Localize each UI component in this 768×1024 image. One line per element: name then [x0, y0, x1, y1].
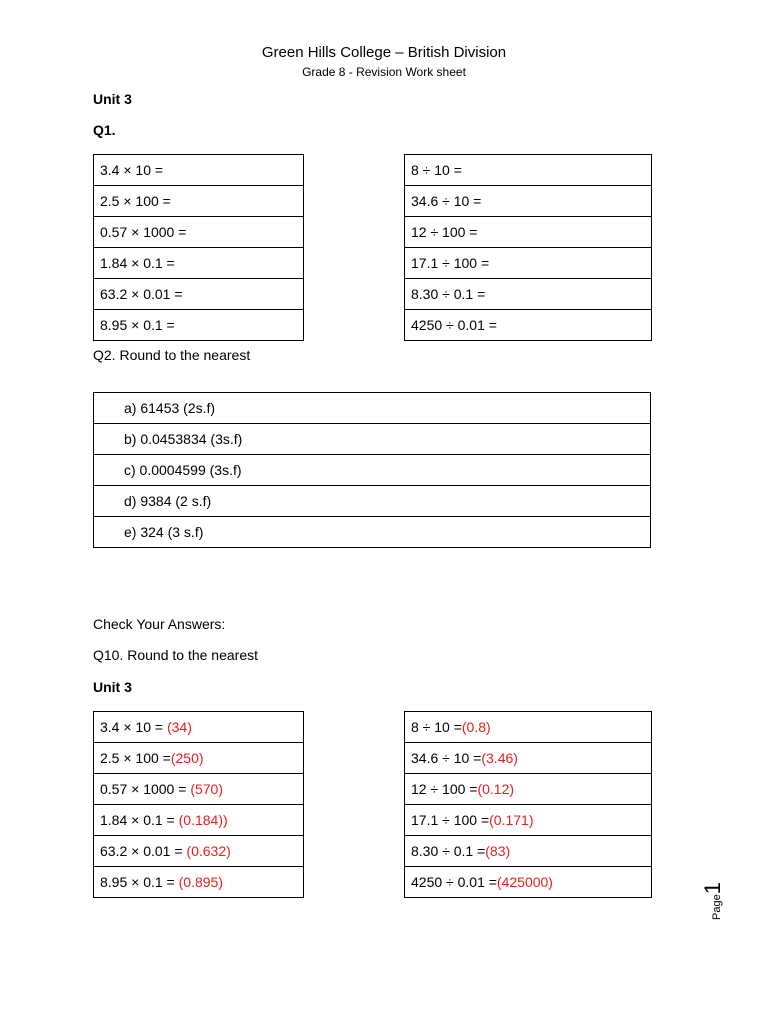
table-row	[405, 217, 652, 248]
table-cell: d) 9384 (2 s.f)	[94, 486, 651, 517]
document-subtitle: Grade 8 - Revision Work sheet	[302, 65, 466, 79]
answer-text: (250)	[170, 750, 204, 766]
table-cell: 1.84 × 0.1 =	[94, 248, 304, 279]
check-answers-heading: Check Your Answers:	[93, 616, 226, 632]
q10-heading: Q10. Round to the nearest	[93, 647, 258, 663]
table-cell	[405, 743, 652, 774]
question-text: 4250 ÷ 0.01 =	[411, 874, 497, 890]
question-text: 63.2 × 0.01 =	[100, 843, 187, 859]
table-cell	[94, 867, 304, 898]
answers-multiply-table	[93, 711, 304, 898]
table-cell	[405, 805, 652, 836]
table-row	[94, 310, 304, 341]
table-cell	[94, 743, 304, 774]
table-cell	[94, 712, 304, 743]
answer-text: (3.46)	[481, 750, 518, 766]
answer-text: (570)	[190, 781, 223, 797]
table-cell: 3.4 × 10 =	[94, 155, 304, 186]
answer-text: (0.12)	[477, 781, 515, 797]
table-cell: 0.57 × 1000 =	[94, 217, 304, 248]
table-cell: 8 ÷ 10 =	[405, 155, 652, 186]
table-row	[94, 867, 304, 898]
answer-text: (0.8)	[461, 719, 491, 735]
table-row	[94, 248, 304, 279]
question-text: 0.57 × 1000 =	[100, 781, 191, 797]
question-text: 12 ÷ 100 =	[411, 781, 478, 797]
question-text: 2.5 × 100 =	[100, 750, 171, 766]
table-cell: 8.30 ÷ 0.1 =	[405, 279, 652, 310]
q2-heading: Q2. Round to the nearest	[93, 347, 251, 363]
document-title: Green Hills College – British Division	[261, 44, 507, 61]
table-row	[94, 486, 651, 517]
table-cell: 2.5 × 100 =	[94, 186, 304, 217]
q1-heading: Q1.	[93, 122, 116, 138]
table-cell: 4250 ÷ 0.01 =	[405, 310, 652, 341]
table-row	[405, 310, 652, 341]
table-row	[405, 836, 652, 867]
table-cell	[405, 712, 652, 743]
table-row	[94, 743, 304, 774]
table-row	[405, 186, 652, 217]
answer-text: (425000)	[496, 874, 553, 890]
table-row	[405, 805, 652, 836]
table-row	[405, 248, 652, 279]
table-row	[405, 712, 652, 743]
table-row	[405, 279, 652, 310]
table-row	[94, 217, 304, 248]
table-cell: 12 ÷ 100 =	[405, 217, 652, 248]
table-row	[94, 424, 651, 455]
table-row	[94, 279, 304, 310]
answer-text: (0.632)	[186, 843, 231, 859]
table-row	[405, 867, 652, 898]
q2-rounding-table	[93, 392, 651, 548]
table-row	[94, 155, 304, 186]
table-cell	[94, 805, 304, 836]
table-cell	[405, 836, 652, 867]
question-text: 3.4 × 10 =	[100, 719, 167, 735]
table-cell: 63.2 × 0.01 =	[94, 279, 304, 310]
table-row	[405, 743, 652, 774]
table-row	[405, 155, 652, 186]
question-text: 1.84 × 0.1 =	[100, 812, 179, 828]
table-cell: 17.1 ÷ 100 =	[405, 248, 652, 279]
answer-text: (0.184))	[178, 812, 228, 828]
answer-text: (83)	[485, 843, 511, 859]
answer-text: (0.171)	[489, 812, 534, 828]
question-text: 34.6 ÷ 10 =	[411, 750, 482, 766]
table-cell	[94, 774, 304, 805]
table-cell: c) 0.0004599 (3s.f)	[94, 455, 651, 486]
table-cell: 34.6 ÷ 10 =	[405, 186, 652, 217]
page-number	[700, 882, 726, 920]
page-number-value: 1	[700, 882, 725, 895]
question-text: 17.1 ÷ 100 =	[411, 812, 490, 828]
table-cell: b) 0.0453834 (3s.f)	[94, 424, 651, 455]
table-row	[94, 774, 304, 805]
table-row	[94, 455, 651, 486]
q1-multiply-table	[93, 154, 304, 341]
table-cell	[405, 774, 652, 805]
answers-unit-heading: Unit 3	[93, 679, 132, 695]
table-cell: e) 324 (3 s.f)	[94, 517, 651, 548]
table-row	[94, 186, 304, 217]
answer-text: (34)	[166, 719, 192, 735]
answer-text: (0.895)	[178, 874, 223, 890]
table-cell: a) 61453 (2s.f)	[94, 393, 651, 424]
question-text: 8.30 ÷ 0.1 =	[411, 843, 486, 859]
table-cell	[405, 867, 652, 898]
answers-divide-table	[404, 711, 652, 898]
table-row	[94, 517, 651, 548]
question-text: 8 ÷ 10 =	[411, 719, 462, 735]
table-cell	[94, 836, 304, 867]
q1-divide-table	[404, 154, 652, 341]
page-word: Page	[711, 894, 723, 920]
unit-heading: Unit 3	[93, 91, 132, 107]
question-text: 8.95 × 0.1 =	[100, 874, 179, 890]
table-row	[94, 712, 304, 743]
table-row	[94, 836, 304, 867]
table-row	[405, 774, 652, 805]
table-row	[94, 393, 651, 424]
table-row	[94, 805, 304, 836]
table-cell: 8.95 × 0.1 =	[94, 310, 304, 341]
